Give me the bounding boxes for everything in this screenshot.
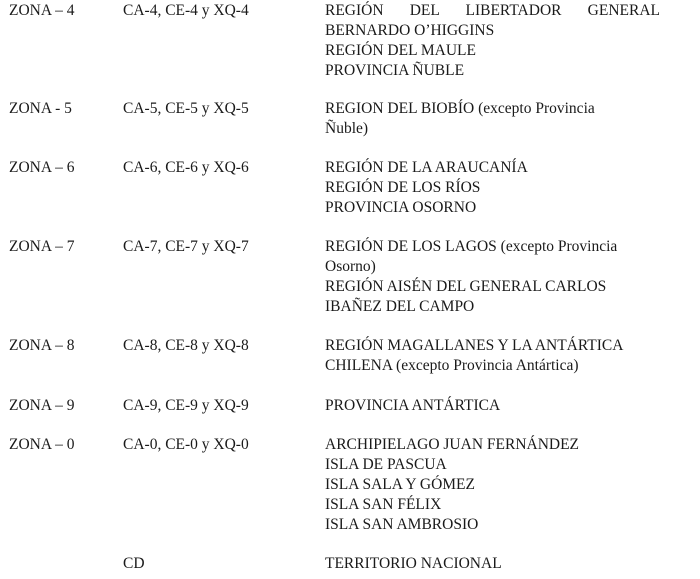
callsign-codes: CA-4, CE-4 y XQ-4 [123, 2, 249, 19]
zone-label: ZONA – 7 [9, 238, 75, 255]
region-line: REGIÓN MAGALLANES Y LA ANTÁRTICA [325, 337, 624, 354]
region-list [325, 1, 660, 81]
region-line: ISLA DE PASCUA [325, 456, 447, 473]
callsign-codes: CA-0, CE-0 y XQ-0 [123, 436, 249, 453]
callsign-codes: CA-9, CE-9 y XQ-9 [123, 397, 249, 414]
region-list [325, 336, 660, 376]
region-line: CHILENA (excepto Provincia Antártica) [325, 357, 579, 374]
region-list [325, 158, 660, 218]
callsign-codes: CA-6, CE-6 y XQ-6 [123, 159, 249, 176]
region-line: BERNARDO O’HIGGINS [325, 22, 495, 39]
region-line: ISLA SAN AMBROSIO [325, 516, 479, 533]
region-line: PROVINCIA OSORNO [325, 199, 477, 216]
region-list [325, 554, 660, 574]
callsign-codes: CA-7, CE-7 y XQ-7 [123, 238, 249, 255]
region-line: REGIÓN DE LOS RÍOS [325, 179, 481, 196]
region-line: IBAÑEZ DEL CAMPO [325, 298, 475, 315]
region-line: Osorno) [325, 258, 376, 275]
region-line: Ñuble) [325, 120, 369, 137]
region-line: ARCHIPIELAGO JUAN FERNÁNDEZ [325, 436, 580, 453]
zone-label: ZONA – 4 [9, 2, 75, 19]
zone-label: ZONA – 6 [9, 159, 75, 176]
region-line: ISLA SAN FÉLIX [325, 496, 442, 513]
zone-label: ZONA - 5 [9, 100, 72, 117]
region-line: REGIÓN DE LOS LAGOS (excepto Provincia [325, 238, 618, 255]
region-line: PROVINCIA ANTÁRTICA [325, 397, 501, 414]
callsign-codes: CA-5, CE-5 y XQ-5 [123, 100, 249, 117]
region-list [325, 396, 660, 416]
zone-label: ZONA – 0 [9, 436, 75, 453]
region-list [325, 99, 660, 139]
zone-label: ZONA – 8 [9, 337, 75, 354]
region-line: ISLA SALA Y GÓMEZ [325, 476, 475, 493]
region-list [325, 435, 660, 535]
region-line: REGION DEL BIOBÍO (excepto Provincia [325, 100, 595, 117]
callsign-codes: CA-8, CE-8 y XQ-8 [123, 337, 249, 354]
region-line: PROVINCIA ÑUBLE [325, 62, 465, 79]
region-line: TERRITORIO NACIONAL [325, 555, 502, 572]
region-line: REGIÓN DE LA ARAUCANÍA [325, 159, 528, 176]
region-line: REGIÓN AISÉN DEL GENERAL CARLOS [325, 278, 607, 295]
callsign-codes: CD [123, 555, 145, 572]
zone-label: ZONA – 9 [9, 397, 75, 414]
region-line: REGIÓN DEL LIBERTADOR GENERAL [325, 2, 660, 19]
region-list [325, 237, 660, 317]
region-line: REGIÓN DEL MAULE [325, 42, 476, 59]
